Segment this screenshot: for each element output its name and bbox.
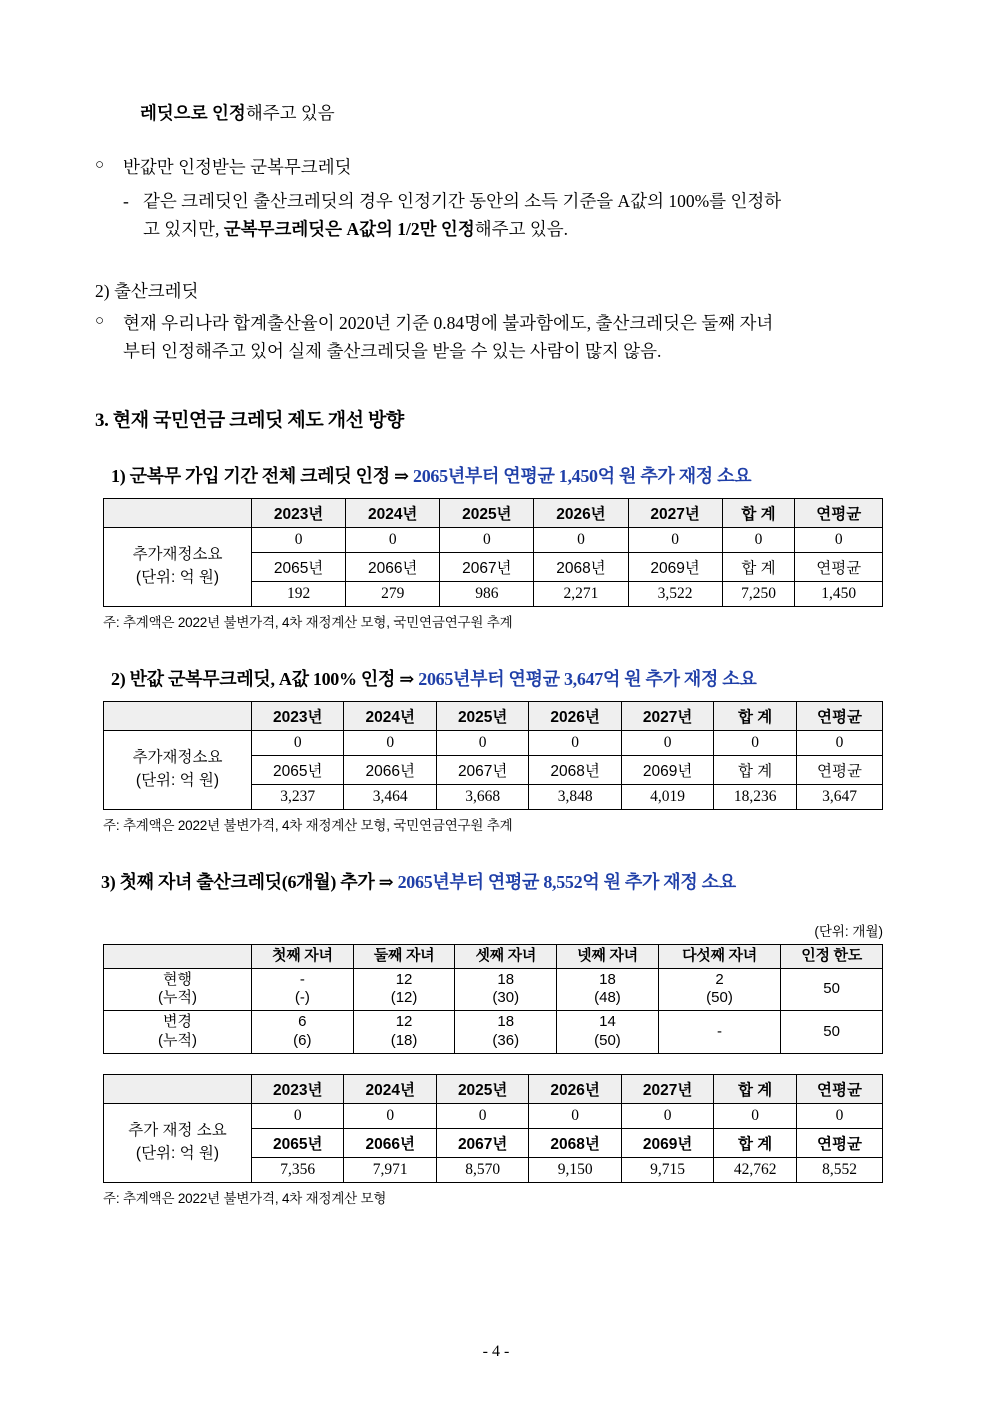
cell-value: 0 bbox=[252, 730, 344, 755]
dash-text-line2 bbox=[143, 215, 897, 243]
cell-value bbox=[353, 1011, 455, 1054]
cell-main: 6 bbox=[298, 1013, 307, 1031]
cell-value: 0 bbox=[714, 730, 797, 755]
cell-value: 3,848 bbox=[529, 784, 621, 809]
cell-year: 2066년 bbox=[346, 552, 440, 581]
row-label-line2: (누적) bbox=[158, 1031, 197, 1049]
table-row bbox=[104, 968, 883, 1011]
cell-value: 0 bbox=[344, 730, 436, 755]
cell-value: 8,552 bbox=[797, 1157, 883, 1182]
row-label bbox=[104, 1103, 252, 1182]
header-cell-2025: 2025년 bbox=[440, 498, 534, 527]
cell-average: 연평균 bbox=[795, 552, 883, 581]
cell-value: 7,250 bbox=[722, 581, 795, 606]
cell-main: 2 bbox=[715, 970, 724, 988]
table-header-row bbox=[104, 498, 883, 527]
row-label-line1: 추가재정소요 bbox=[132, 546, 223, 564]
cell-value: 3,237 bbox=[252, 784, 344, 809]
cell-limit: 50 bbox=[781, 1011, 883, 1054]
cell-sub: (12) bbox=[390, 989, 418, 1007]
cell-sub: (50) bbox=[594, 1031, 621, 1049]
cell-total: 합 계 bbox=[714, 1128, 797, 1157]
subsection-1-heading bbox=[111, 462, 897, 488]
table-row bbox=[104, 1103, 883, 1128]
cell-value: 192 bbox=[252, 581, 346, 606]
row-label bbox=[104, 527, 252, 606]
header-cell-average: 연평균 bbox=[797, 1074, 883, 1103]
header-cell-child1: 첫째 자녀 bbox=[252, 944, 354, 968]
table-header-row bbox=[104, 1074, 883, 1103]
cell-value bbox=[557, 968, 659, 1011]
row-label-line1: 현행 bbox=[163, 970, 192, 988]
header-cell-2024: 2024년 bbox=[346, 498, 440, 527]
cell-value bbox=[658, 968, 780, 1011]
cell-value: 0 bbox=[795, 527, 883, 552]
cell-value: 279 bbox=[346, 581, 440, 606]
row-label-line2: (누적) bbox=[158, 989, 197, 1007]
cell-value: 7,356 bbox=[252, 1157, 344, 1182]
header-cell-2023: 2023년 bbox=[252, 498, 346, 527]
row-label-line1: 추가재정소요 bbox=[132, 749, 223, 767]
header-cell-child2: 둘째 자녀 bbox=[353, 944, 455, 968]
header-cell-average: 연평균 bbox=[797, 701, 883, 730]
header-cell-2024: 2024년 bbox=[344, 701, 436, 730]
cell-value bbox=[353, 968, 455, 1011]
cell-year: 2068년 bbox=[529, 1128, 621, 1157]
dash-marker: - bbox=[123, 191, 129, 211]
header-cell-2023: 2023년 bbox=[252, 701, 344, 730]
cell-sub: (48) bbox=[594, 989, 621, 1007]
cell-sub: (30) bbox=[492, 989, 520, 1007]
table-row bbox=[104, 1011, 883, 1054]
cell-value: 3,647 bbox=[797, 784, 883, 809]
subsection-3-heading bbox=[101, 868, 897, 894]
bullet-text bbox=[123, 309, 897, 365]
section-2-number: 2) 출산크레딧 bbox=[95, 280, 199, 301]
cell-sub: (18) bbox=[390, 1031, 418, 1049]
top-paragraph bbox=[140, 100, 897, 125]
cell-limit: 50 bbox=[781, 968, 883, 1011]
cell-value bbox=[455, 1011, 557, 1054]
cell-value: 3,522 bbox=[628, 581, 722, 606]
cell-value: 0 bbox=[346, 527, 440, 552]
cell-value: 986 bbox=[440, 581, 534, 606]
cell-value: 0 bbox=[534, 527, 628, 552]
table-note-2: 주: 추계액은 2022년 불변가격, 4차 재정계산 모형, 국민연금연구원 추계 bbox=[103, 817, 513, 833]
cell-main: 18 bbox=[497, 970, 515, 988]
cell-value: 0 bbox=[344, 1103, 436, 1128]
cell-value: 0 bbox=[529, 730, 621, 755]
cell-value: 0 bbox=[252, 527, 346, 552]
cell-value: 0 bbox=[621, 1103, 713, 1128]
cell-value: 4,019 bbox=[621, 784, 713, 809]
cell-sub: (36) bbox=[492, 1031, 520, 1049]
cell-value bbox=[252, 968, 354, 1011]
unit-label-months: (단위: 개월) bbox=[814, 923, 883, 939]
cell-value: 0 bbox=[628, 527, 722, 552]
header-cell-2026: 2026년 bbox=[529, 1074, 621, 1103]
table-note-3: 주: 추계액은 2022년 불변가격, 4차 재정계산 모형 bbox=[103, 1190, 387, 1206]
row-label-line2: (단위: 억 원) bbox=[135, 1144, 220, 1162]
row-label-current bbox=[104, 968, 252, 1011]
cell-value: 7,971 bbox=[344, 1157, 436, 1182]
cell-main: 14 bbox=[599, 1013, 616, 1031]
cell-year: 2065년 bbox=[252, 1128, 344, 1157]
cell-main: 12 bbox=[395, 970, 413, 988]
subsection-1-heading-black: 1) 군복무 가입 기간 전체 크레딧 인정 ⇒ bbox=[111, 465, 414, 486]
header-cell-2026: 2026년 bbox=[534, 498, 628, 527]
cell-value: 0 bbox=[714, 1103, 797, 1128]
section-3-heading: 3. 현재 국민연금 크레딧 제도 개선 방향 bbox=[95, 409, 404, 431]
cell-average: 연평균 bbox=[797, 1128, 883, 1157]
bullet-line2: 부터 인정해주고 있어 실제 출산크레딧을 받을 수 있는 사람이 많지 않음. bbox=[123, 340, 662, 361]
cell-value: 0 bbox=[621, 730, 713, 755]
header-cell-2027: 2027년 bbox=[628, 498, 722, 527]
cell-value: 9,715 bbox=[621, 1157, 713, 1182]
cell-value: 0 bbox=[797, 730, 883, 755]
header-cell-total: 합 계 bbox=[714, 701, 797, 730]
bullet-birth-credit bbox=[95, 309, 897, 365]
header-cell-2026: 2026년 bbox=[529, 701, 621, 730]
header-cell-child3: 셋째 자녀 bbox=[455, 944, 557, 968]
cell-value: 0 bbox=[797, 1103, 883, 1128]
cell-year: 2066년 bbox=[344, 1128, 436, 1157]
header-cell-blank bbox=[104, 498, 252, 527]
row-label-line1: 변경 bbox=[163, 1013, 192, 1031]
header-cell-limit: 인정 한도 bbox=[781, 944, 883, 968]
bullet-line1: 현재 우리나라 합계출산율이 2020년 기준 0.84명에 불과함에도, 출산크레딧은 둘째 자녀 bbox=[123, 312, 774, 333]
header-cell-2027: 2027년 bbox=[621, 701, 713, 730]
cell-year: 2068년 bbox=[529, 755, 621, 784]
childbirth-credit-table bbox=[103, 944, 883, 1054]
cell-year: 2065년 bbox=[252, 552, 346, 581]
cell-value: 0 bbox=[436, 730, 528, 755]
subsection-2-heading-blue: 2065년부터 연평균 3,647억 원 추가 재정 소요 bbox=[418, 668, 757, 689]
cell-value bbox=[252, 1011, 354, 1054]
table-row bbox=[104, 527, 883, 552]
cell-value: 0 bbox=[436, 1103, 528, 1128]
table-row bbox=[104, 730, 883, 755]
row-label-changed bbox=[104, 1011, 252, 1054]
row-label-line2: (단위: 억 원) bbox=[135, 568, 220, 586]
cell-total: 합 계 bbox=[714, 755, 797, 784]
cell-value: - bbox=[658, 1011, 780, 1054]
cell-value: 0 bbox=[529, 1103, 621, 1128]
row-label-line2: (단위: 억 원) bbox=[135, 771, 220, 789]
cell-average: 연평균 bbox=[797, 755, 883, 784]
finance-table-2 bbox=[103, 701, 883, 810]
subsection-3-heading-blue: 2065년부터 연평균 8,552억 원 추가 재정 소요 bbox=[397, 871, 736, 892]
header-cell-2027: 2027년 bbox=[621, 1074, 713, 1103]
header-cell-total: 합 계 bbox=[722, 498, 795, 527]
cell-year: 2067년 bbox=[440, 552, 534, 581]
top-paragraph-bold: 레딧으로 인정 bbox=[140, 103, 246, 123]
cell-year: 2069년 bbox=[621, 1128, 713, 1157]
header-cell-total: 합 계 bbox=[714, 1074, 797, 1103]
cell-value: 1,450 bbox=[795, 581, 883, 606]
header-cell-2025: 2025년 bbox=[436, 1074, 528, 1103]
bullet-text: 반값만 인정받는 군복무크레딧 bbox=[123, 157, 352, 177]
subsection-2-heading bbox=[111, 665, 897, 691]
cell-main: 18 bbox=[497, 1013, 515, 1031]
cell-sub: (-) bbox=[294, 989, 310, 1007]
cell-year: 2067년 bbox=[436, 1128, 528, 1157]
header-cell-2023: 2023년 bbox=[252, 1074, 344, 1103]
top-paragraph-rest: 해주고 있음 bbox=[245, 103, 335, 123]
table-note-1: 주: 추계액은 2022년 불변가격, 4차 재정계산 모형, 국민연금연구원 추계 bbox=[103, 614, 513, 630]
dash-item-military-credit bbox=[123, 187, 897, 244]
header-cell-2024: 2024년 bbox=[344, 1074, 436, 1103]
page-number: - 4 - bbox=[482, 1343, 510, 1360]
cell-value: 3,464 bbox=[344, 784, 436, 809]
dash-line2-bold: 군복무크레딧은 A값의 1/2만 인정 bbox=[223, 219, 475, 240]
cell-value bbox=[557, 1011, 659, 1054]
dash-text bbox=[143, 187, 897, 244]
cell-year: 2067년 bbox=[436, 755, 528, 784]
table-header-row bbox=[104, 701, 883, 730]
cell-value: 18,236 bbox=[714, 784, 797, 809]
cell-main: 12 bbox=[395, 1013, 413, 1031]
cell-value bbox=[455, 968, 557, 1011]
cell-value: 42,762 bbox=[714, 1157, 797, 1182]
bullet-military-credit bbox=[95, 153, 897, 181]
subsection-2-heading-black: 2) 반값 군복무크레딧, A값 100% 인정 ⇒ bbox=[111, 668, 419, 689]
row-label-line1: 추가 재정 소요 bbox=[128, 1122, 227, 1140]
header-cell-average: 연평균 bbox=[795, 498, 883, 527]
subsection-1-heading-blue: 2065년부터 연평균 1,450억 원 추가 재정 소요 bbox=[413, 465, 752, 486]
cell-main: 18 bbox=[599, 970, 616, 988]
cell-value: 0 bbox=[252, 1103, 344, 1128]
cell-value: 9,150 bbox=[529, 1157, 621, 1182]
cell-value: 8,570 bbox=[436, 1157, 528, 1182]
cell-year: 2065년 bbox=[252, 755, 344, 784]
dash-text-line1: 같은 크레딧인 출산크레딧의 경우 인정기간 동안의 소득 기준을 A값의 100%를 인정하 bbox=[143, 191, 782, 211]
header-cell-blank bbox=[104, 944, 252, 968]
finance-table-3 bbox=[103, 1074, 883, 1183]
cell-year: 2068년 bbox=[534, 552, 628, 581]
dash-line2-suffix: 해주고 있음. bbox=[474, 219, 569, 240]
cell-value: 0 bbox=[440, 527, 534, 552]
header-cell-2025: 2025년 bbox=[436, 701, 528, 730]
cell-value: 0 bbox=[722, 527, 795, 552]
dash-line2-prefix: 고 있지만, bbox=[143, 219, 224, 240]
row-label bbox=[104, 730, 252, 809]
header-cell-blank bbox=[104, 1074, 252, 1103]
cell-value: 2,271 bbox=[534, 581, 628, 606]
cell-year: 2069년 bbox=[621, 755, 713, 784]
cell-main: - bbox=[299, 970, 305, 988]
header-cell-blank bbox=[104, 701, 252, 730]
bullet-marker: ○ bbox=[95, 312, 105, 329]
cell-sub: (6) bbox=[293, 1031, 312, 1049]
cell-sub: (50) bbox=[706, 989, 733, 1007]
subsection-3-heading-black: 3) 첫째 자녀 출산크레딧(6개월) 추가 ⇒ bbox=[101, 871, 398, 892]
cell-value: 3,668 bbox=[436, 784, 528, 809]
bullet-marker: ○ bbox=[95, 157, 105, 173]
cell-year: 2066년 bbox=[344, 755, 436, 784]
finance-table-1 bbox=[103, 498, 883, 607]
header-cell-child5: 다섯째 자녀 bbox=[658, 944, 780, 968]
header-cell-child4: 넷째 자녀 bbox=[557, 944, 659, 968]
cell-total: 합 계 bbox=[722, 552, 795, 581]
table-header-row bbox=[104, 944, 883, 968]
cell-year: 2069년 bbox=[628, 552, 722, 581]
